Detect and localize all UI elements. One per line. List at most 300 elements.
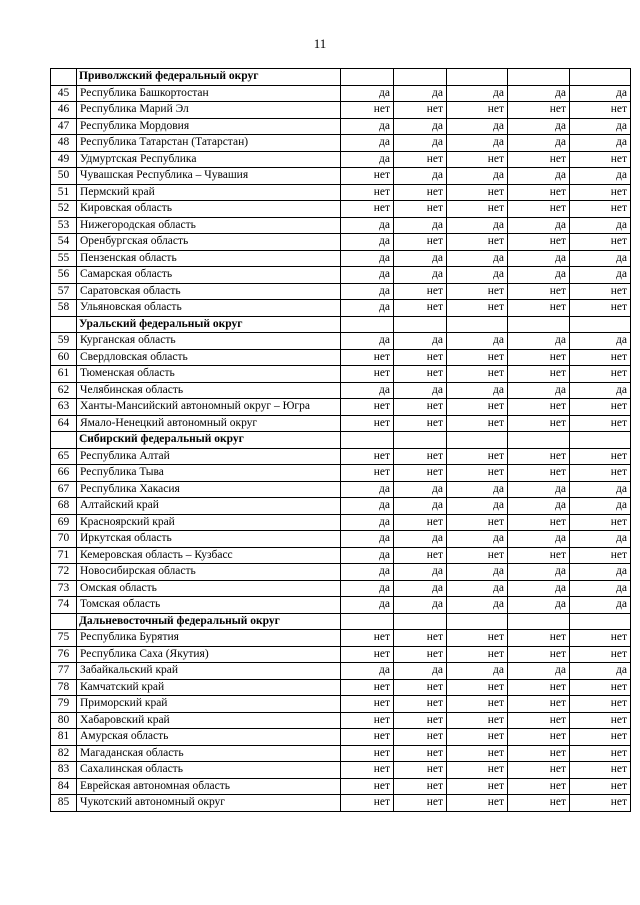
value-cell: нет <box>508 415 570 432</box>
value-cell: да <box>508 250 570 267</box>
value-cell: нет <box>341 679 394 696</box>
row-number: 55 <box>51 250 77 267</box>
table-row <box>51 729 631 746</box>
value-cell: нет <box>570 646 631 663</box>
value-cell: нет <box>508 465 570 482</box>
region-name: Оренбургская область <box>77 234 341 251</box>
value-cell: нет <box>394 366 447 383</box>
row-number: 84 <box>51 778 77 795</box>
value-cell: нет <box>341 778 394 795</box>
district-header-empty-cell <box>508 316 570 333</box>
value-cell: нет <box>570 696 631 713</box>
value-cell: нет <box>341 415 394 432</box>
value-cell: да <box>447 135 508 152</box>
value-cell: да <box>447 580 508 597</box>
row-number: 80 <box>51 712 77 729</box>
value-cell: нет <box>508 630 570 647</box>
value-cell: нет <box>570 184 631 201</box>
table-row <box>51 201 631 218</box>
row-number: 60 <box>51 349 77 366</box>
table-row <box>51 580 631 597</box>
value-cell: да <box>447 85 508 102</box>
region-name: Республика Башкортостан <box>77 85 341 102</box>
value-cell: нет <box>341 696 394 713</box>
district-header-empty-cell <box>51 316 77 333</box>
region-name: Курганская область <box>77 333 341 350</box>
value-cell: да <box>341 481 394 498</box>
row-number: 77 <box>51 663 77 680</box>
district-header-empty-cell <box>394 316 447 333</box>
value-cell: да <box>570 217 631 234</box>
value-cell: да <box>570 481 631 498</box>
value-cell: нет <box>570 201 631 218</box>
value-cell: нет <box>570 300 631 317</box>
value-cell: нет <box>447 696 508 713</box>
row-number: 45 <box>51 85 77 102</box>
row-number: 69 <box>51 514 77 531</box>
row-number: 48 <box>51 135 77 152</box>
row-number: 59 <box>51 333 77 350</box>
region-name: Чукотский автономный округ <box>77 795 341 812</box>
value-cell: да <box>394 333 447 350</box>
value-cell: нет <box>508 514 570 531</box>
value-cell: да <box>447 333 508 350</box>
region-name: Республика Бурятия <box>77 630 341 647</box>
value-cell: да <box>570 531 631 548</box>
district-header-empty-cell <box>570 69 631 86</box>
value-cell: нет <box>508 712 570 729</box>
value-cell: нет <box>570 762 631 779</box>
value-cell: да <box>341 250 394 267</box>
value-cell: нет <box>341 399 394 416</box>
value-cell: нет <box>394 729 447 746</box>
value-cell: нет <box>570 283 631 300</box>
region-name: Приморский край <box>77 696 341 713</box>
value-cell: да <box>508 481 570 498</box>
table-row <box>51 184 631 201</box>
value-cell: нет <box>570 349 631 366</box>
value-cell: да <box>508 118 570 135</box>
value-cell: да <box>394 564 447 581</box>
value-cell: нет <box>508 300 570 317</box>
region-name: Сахалинская область <box>77 762 341 779</box>
value-cell: да <box>508 267 570 284</box>
value-cell: да <box>341 531 394 548</box>
value-cell: да <box>570 250 631 267</box>
table-row <box>51 102 631 119</box>
table-row <box>51 135 631 152</box>
value-cell: нет <box>447 184 508 201</box>
value-cell: нет <box>447 399 508 416</box>
value-cell: нет <box>508 349 570 366</box>
value-cell: нет <box>570 745 631 762</box>
row-number: 68 <box>51 498 77 515</box>
row-number: 53 <box>51 217 77 234</box>
district-header-empty-cell <box>394 432 447 449</box>
region-name: Ханты-Мансийский автономный округ – Югра <box>77 399 341 416</box>
value-cell: да <box>341 333 394 350</box>
row-number: 51 <box>51 184 77 201</box>
value-cell: да <box>570 580 631 597</box>
region-name: Новосибирская область <box>77 564 341 581</box>
value-cell: нет <box>341 448 394 465</box>
value-cell: нет <box>394 762 447 779</box>
district-header-row <box>51 316 631 333</box>
row-number: 50 <box>51 168 77 185</box>
value-cell: нет <box>447 349 508 366</box>
value-cell: да <box>570 333 631 350</box>
row-number: 73 <box>51 580 77 597</box>
value-cell: нет <box>570 679 631 696</box>
value-cell: нет <box>447 448 508 465</box>
value-cell: да <box>447 597 508 614</box>
region-name: Республика Мордовия <box>77 118 341 135</box>
value-cell: да <box>447 531 508 548</box>
table-row <box>51 762 631 779</box>
value-cell: нет <box>570 102 631 119</box>
row-number: 70 <box>51 531 77 548</box>
value-cell: да <box>341 267 394 284</box>
value-cell: нет <box>447 646 508 663</box>
region-name: Пермский край <box>77 184 341 201</box>
table-row <box>51 234 631 251</box>
district-header-empty-cell <box>447 432 508 449</box>
value-cell: нет <box>447 795 508 812</box>
value-cell: нет <box>394 778 447 795</box>
value-cell: нет <box>508 234 570 251</box>
table-row <box>51 465 631 482</box>
table-row <box>51 118 631 135</box>
value-cell: нет <box>447 234 508 251</box>
row-number: 85 <box>51 795 77 812</box>
value-cell: да <box>570 85 631 102</box>
table-row <box>51 399 631 416</box>
value-cell: да <box>508 333 570 350</box>
district-header-empty-cell <box>341 613 394 630</box>
value-cell: нет <box>508 151 570 168</box>
region-name: Республика Хакасия <box>77 481 341 498</box>
row-number: 54 <box>51 234 77 251</box>
value-cell: да <box>394 217 447 234</box>
value-cell: нет <box>508 795 570 812</box>
value-cell: да <box>341 597 394 614</box>
region-name: Ульяновская область <box>77 300 341 317</box>
value-cell: да <box>394 85 447 102</box>
region-name: Кемеровская область – Кузбасс <box>77 547 341 564</box>
table-row <box>51 448 631 465</box>
row-number: 72 <box>51 564 77 581</box>
table-row <box>51 564 631 581</box>
region-name: Республика Саха (Якутия) <box>77 646 341 663</box>
value-cell: нет <box>341 745 394 762</box>
value-cell: да <box>394 663 447 680</box>
region-name: Республика Алтай <box>77 448 341 465</box>
value-cell: нет <box>394 300 447 317</box>
region-name: Еврейская автономная область <box>77 778 341 795</box>
value-cell: да <box>341 151 394 168</box>
district-header-empty-cell <box>508 69 570 86</box>
region-name: Республика Марий Эл <box>77 102 341 119</box>
value-cell: нет <box>508 745 570 762</box>
value-cell: да <box>570 663 631 680</box>
value-cell: да <box>508 663 570 680</box>
district-header-row <box>51 432 631 449</box>
value-cell: нет <box>570 465 631 482</box>
value-cell: нет <box>508 547 570 564</box>
value-cell: нет <box>447 547 508 564</box>
value-cell: нет <box>447 300 508 317</box>
value-cell: нет <box>394 234 447 251</box>
table-row <box>51 85 631 102</box>
value-cell: да <box>508 580 570 597</box>
value-cell: да <box>341 85 394 102</box>
value-cell: да <box>341 118 394 135</box>
regions-table-body <box>51 69 631 812</box>
row-number: 46 <box>51 102 77 119</box>
value-cell: да <box>447 564 508 581</box>
region-name: Челябинская область <box>77 382 341 399</box>
value-cell: нет <box>394 795 447 812</box>
value-cell: нет <box>570 778 631 795</box>
row-number: 75 <box>51 630 77 647</box>
value-cell: нет <box>508 102 570 119</box>
row-number: 83 <box>51 762 77 779</box>
row-number: 76 <box>51 646 77 663</box>
value-cell: да <box>341 217 394 234</box>
value-cell: нет <box>341 349 394 366</box>
region-name: Кировская область <box>77 201 341 218</box>
region-name: Республика Тыва <box>77 465 341 482</box>
table-row <box>51 712 631 729</box>
value-cell: нет <box>508 679 570 696</box>
value-cell: нет <box>570 547 631 564</box>
value-cell: да <box>394 250 447 267</box>
value-cell: нет <box>447 465 508 482</box>
value-cell: нет <box>394 696 447 713</box>
value-cell: да <box>394 135 447 152</box>
value-cell: да <box>447 382 508 399</box>
district-header-empty-cell <box>508 432 570 449</box>
district-header-empty-cell <box>447 69 508 86</box>
value-cell: да <box>447 250 508 267</box>
region-name: Пензенская область <box>77 250 341 267</box>
table-row <box>51 349 631 366</box>
value-cell: нет <box>447 745 508 762</box>
value-cell: да <box>447 217 508 234</box>
value-cell: нет <box>447 415 508 432</box>
value-cell: да <box>508 498 570 515</box>
table-row <box>51 531 631 548</box>
value-cell: да <box>341 564 394 581</box>
table-row <box>51 267 631 284</box>
value-cell: да <box>394 531 447 548</box>
value-cell: нет <box>447 729 508 746</box>
table-row <box>51 498 631 515</box>
value-cell: да <box>394 481 447 498</box>
value-cell: да <box>508 168 570 185</box>
value-cell: нет <box>508 762 570 779</box>
value-cell: нет <box>570 234 631 251</box>
value-cell: нет <box>570 729 631 746</box>
district-header-empty-cell <box>570 613 631 630</box>
value-cell: нет <box>394 465 447 482</box>
value-cell: да <box>508 382 570 399</box>
value-cell: нет <box>570 712 631 729</box>
value-cell: да <box>570 118 631 135</box>
region-name: Тюменская область <box>77 366 341 383</box>
value-cell: нет <box>447 762 508 779</box>
row-number: 65 <box>51 448 77 465</box>
value-cell: нет <box>341 184 394 201</box>
value-cell: нет <box>447 630 508 647</box>
value-cell: да <box>508 85 570 102</box>
region-name: Магаданская область <box>77 745 341 762</box>
value-cell: да <box>508 531 570 548</box>
value-cell: нет <box>508 729 570 746</box>
value-cell: да <box>508 597 570 614</box>
district-header-empty-cell <box>447 316 508 333</box>
value-cell: нет <box>447 151 508 168</box>
value-cell: нет <box>508 184 570 201</box>
value-cell: нет <box>570 514 631 531</box>
region-name: Красноярский край <box>77 514 341 531</box>
value-cell: нет <box>447 712 508 729</box>
value-cell: нет <box>394 349 447 366</box>
value-cell: да <box>447 481 508 498</box>
row-number: 52 <box>51 201 77 218</box>
district-header-row <box>51 613 631 630</box>
value-cell: нет <box>394 547 447 564</box>
region-name: Чувашская Республика – Чувашия <box>77 168 341 185</box>
region-name: Амурская область <box>77 729 341 746</box>
value-cell: нет <box>394 201 447 218</box>
value-cell: нет <box>570 366 631 383</box>
table-row <box>51 514 631 531</box>
value-cell: нет <box>570 151 631 168</box>
row-number: 56 <box>51 267 77 284</box>
value-cell: нет <box>447 778 508 795</box>
value-cell: нет <box>394 151 447 168</box>
row-number: 57 <box>51 283 77 300</box>
district-header-empty-cell <box>341 69 394 86</box>
value-cell: нет <box>394 514 447 531</box>
value-cell: да <box>570 267 631 284</box>
district-header-empty-cell <box>341 316 394 333</box>
table-row <box>51 630 631 647</box>
district-title: Дальневосточный федеральный округ <box>77 613 341 630</box>
row-number: 67 <box>51 481 77 498</box>
value-cell: нет <box>394 712 447 729</box>
value-cell: да <box>508 217 570 234</box>
table-row <box>51 168 631 185</box>
value-cell: нет <box>341 646 394 663</box>
table-row <box>51 597 631 614</box>
value-cell: нет <box>341 102 394 119</box>
value-cell: да <box>570 597 631 614</box>
value-cell: да <box>341 498 394 515</box>
value-cell: да <box>508 135 570 152</box>
value-cell: нет <box>341 630 394 647</box>
row-number: 47 <box>51 118 77 135</box>
region-name: Томская область <box>77 597 341 614</box>
table-row <box>51 217 631 234</box>
value-cell: нет <box>394 745 447 762</box>
value-cell: нет <box>394 679 447 696</box>
value-cell: да <box>341 547 394 564</box>
value-cell: да <box>394 498 447 515</box>
value-cell: да <box>447 267 508 284</box>
row-number: 62 <box>51 382 77 399</box>
region-name: Свердловская область <box>77 349 341 366</box>
region-name: Иркутская область <box>77 531 341 548</box>
value-cell: да <box>341 300 394 317</box>
table-row <box>51 333 631 350</box>
region-name: Алтайский край <box>77 498 341 515</box>
value-cell: нет <box>570 448 631 465</box>
value-cell: нет <box>508 646 570 663</box>
value-cell: нет <box>570 415 631 432</box>
row-number: 66 <box>51 465 77 482</box>
value-cell: да <box>394 580 447 597</box>
value-cell: нет <box>394 283 447 300</box>
value-cell: да <box>447 498 508 515</box>
value-cell: нет <box>447 366 508 383</box>
value-cell: да <box>508 564 570 581</box>
table-row <box>51 382 631 399</box>
table-row <box>51 745 631 762</box>
value-cell: нет <box>570 399 631 416</box>
value-cell: нет <box>447 514 508 531</box>
row-number: 78 <box>51 679 77 696</box>
value-cell: да <box>447 118 508 135</box>
value-cell: нет <box>570 795 631 812</box>
value-cell: нет <box>394 646 447 663</box>
row-number: 58 <box>51 300 77 317</box>
value-cell: да <box>394 267 447 284</box>
row-number: 63 <box>51 399 77 416</box>
value-cell: да <box>570 498 631 515</box>
row-number: 64 <box>51 415 77 432</box>
row-number: 82 <box>51 745 77 762</box>
value-cell: да <box>341 234 394 251</box>
district-title: Уральский федеральный округ <box>77 316 341 333</box>
district-header-empty-cell <box>570 316 631 333</box>
region-name: Саратовская область <box>77 283 341 300</box>
district-header-row <box>51 69 631 86</box>
region-name: Удмуртская Республика <box>77 151 341 168</box>
value-cell: да <box>570 135 631 152</box>
table-row <box>51 795 631 812</box>
value-cell: нет <box>447 283 508 300</box>
table-row <box>51 481 631 498</box>
value-cell: нет <box>508 448 570 465</box>
value-cell: да <box>447 168 508 185</box>
table-row <box>51 679 631 696</box>
table-row <box>51 646 631 663</box>
value-cell: да <box>341 135 394 152</box>
district-header-empty-cell <box>447 613 508 630</box>
table-row <box>51 250 631 267</box>
table-row <box>51 778 631 795</box>
district-header-empty-cell <box>51 432 77 449</box>
value-cell: нет <box>341 795 394 812</box>
value-cell: да <box>394 382 447 399</box>
value-cell: нет <box>394 448 447 465</box>
value-cell: да <box>447 663 508 680</box>
table-row <box>51 300 631 317</box>
table-row <box>51 283 631 300</box>
district-header-empty-cell <box>508 613 570 630</box>
